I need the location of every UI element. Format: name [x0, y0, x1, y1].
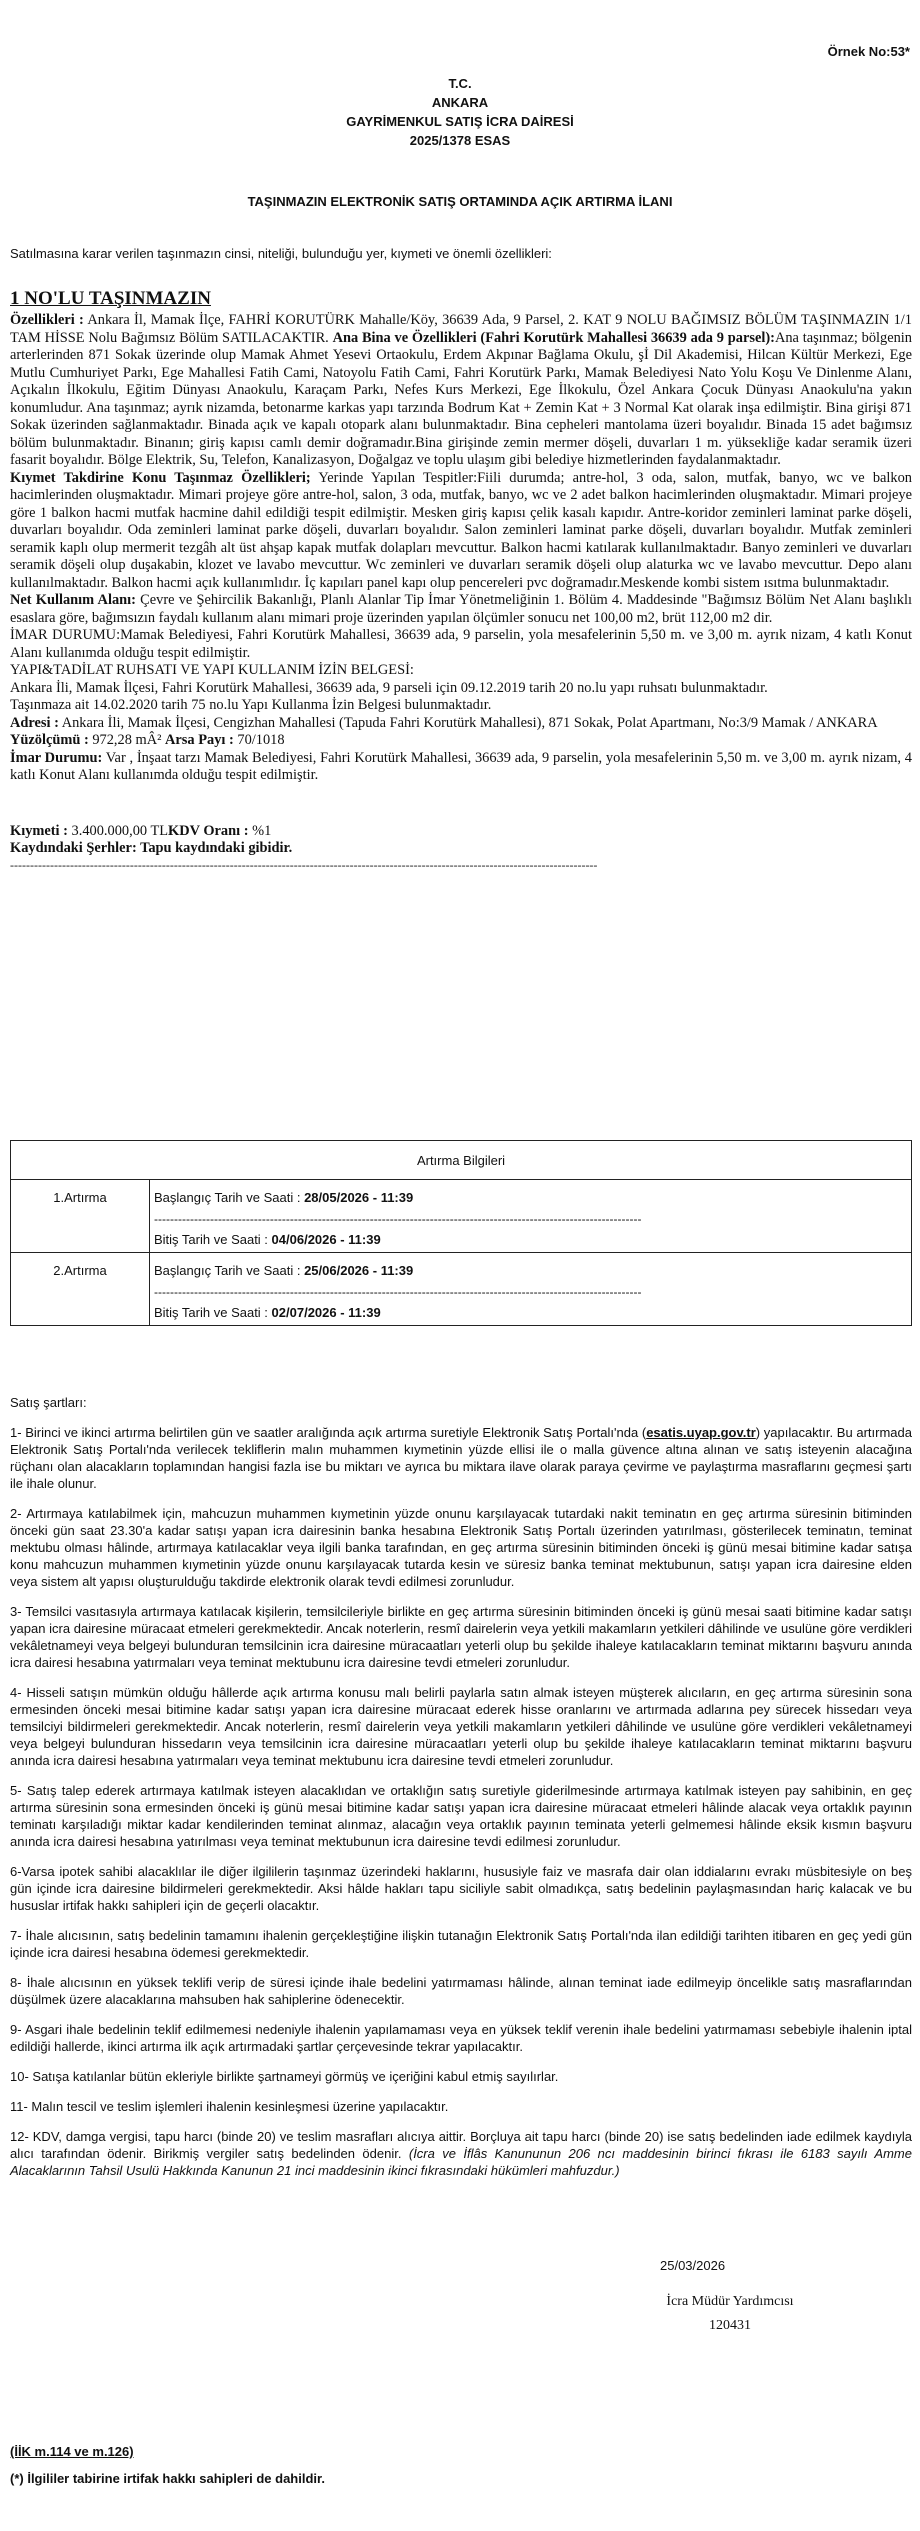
ilan-title: TAŞINMAZIN ELEKTRONİK SATIŞ ORTAMINDA AÇIK ARTIRMA İLANI	[247, 194, 673, 209]
arsa-payi-value: 70/1018	[233, 732, 285, 748]
kiymet-takdir-text: Yerinde Yapılan Tespitler:Fiili durumda; antre-hol, 3 oda, salon, mutfak, banyo, wc ve balkon hacimlerinden oluşmaktadır. Mimari projeye göre antre-hol, salon, 3 oda, mutfak, banyo, wc ve 2 adet balkon hacimlerinden oluşmaktadır. Mimari projeye göre 1 balkon hacmi mutfak hacmine dahil edildiği tespit edilmiştir. Mesken giriş kapısı çelik kasalı kapıdır. Antre-koridor zeminleri laminat parke döşeli, duvarları boyalıdır. Oda zeminleri laminat parke döşeli, duvarları boyalıdır. Salon zeminleri laminat parke döşeli, duvarları boyalıdır. Mutfak zeminleri seramik kaplı olup mermerit tezgâh alt üst ahşap kapak mutfak dolapları mevcuttur. Balkon hacmi katılarak kullanılmaktadır. Banyo zeminleri ve duvarları seramik döşeli olup duşakabin, klozet ve lavabo mevcuttur. Wc zeminleri ve duvarları seramik döşeli olup alaturka wc ve lavabo mevcuttur. Depo alanı kullanılmaktadır. Balkon hacmi açık kullanımlıdır. İç kapıları panel kapı olup pencereleri pvc doğramadır.Meskende kombi sistem ısıtma bulunmaktadır.	[10, 469, 912, 591]
section-divider: ---------------------------------------------------------------------------------------------------------------------------------------------------	[10, 857, 598, 872]
kiymet-paragraph	[10, 823, 912, 841]
sart-item-2: 2- Artırmaya katılabilmek için, mahcuzun muhammen kıymetinin yüzde onunu karşılayacak tutardaki nakit teminatın en geç artırma süresinin bitiminden önceki gün saat 23.30'a kadar satışı yapan icra dairesinin banka hesabına Elektronik Satış Portalı üzerinden yatırılması, gösterilecek teminatın, teminat mektubu olması hâlinde, artırmaya katılacaklar veya ilgili banka tarafından, en geç artırma süresinin bitiminden önceki iş günü mesai bitimine kadar satışa konu mahcuzun muhammen kıymetinin yüzde onunu karşılayacak tutarda kesin ve süresiz banka teminat mektubunun, satışı yapan icra dairesine elden veya sistem alt yapısı oluşturulduğu takdirde elektronik olarak tevdi edilmesi zorunludur.	[10, 1506, 912, 1589]
tasinmaz-heading: 1 NO'LU TAŞINMAZIN	[10, 288, 211, 309]
sart-item-12	[10, 2128, 912, 2179]
imar-paragraph	[10, 750, 912, 785]
sart-item-4: 4- Hisseli satışın mümkün olduğu hâllerde açık artırma konusu malı belirli paylarla satın almak isteyen müşterek alıcıların, en geç artırma süresinin sona ermesinden önceki mesai bitimine kadar satışı yapan icra dairesine müracaat ederek hisse oranlarını ve artırmada adlarına pey sürecek hissedarı veya temsilciyi bildirmeleri gerekmektedir. Ancak noterlerin, resmî dairelerin veya yetkili makamların yetkileri dâhilinde ve usulüne göre verdikleri vekâletnameyi veya belgeyi bulunduran hissedarın veya temsilcinin icra dairesine müracaatları yeterli olup bu şekilde ihaleye katılacakların teminat miktarını başvuru anında icra dairesi hesabına yatırmaları veya teminat mektubunu icra dairesine tevdi etmeleri zorunludur.	[10, 1685, 912, 1768]
footer-note: (*) İlgililer tabirine irtifak hakkı sahipleri de dahildir.	[10, 2471, 325, 2486]
end-label: Bitiş Tarih ve Saati :	[154, 1232, 268, 1247]
yuzolcumu-label: Yüzölçümü :	[10, 732, 89, 748]
esatis-link[interactable]: esatis.uyap.gov.tr	[646, 1425, 756, 1440]
kiymet-takdir-label: Kıymet Takdirine Konu Taşınmaz Özellikleri;	[10, 469, 311, 486]
net-kullanim-label: Net Kullanım Alanı:	[10, 592, 136, 608]
signature-number: 120431	[709, 2318, 751, 2333]
end-value: 02/07/2026 - 11:39	[271, 1305, 381, 1320]
sart-italic-note: (İcra ve İflâs Kanununun 206 ncı maddesinin birinci fıkrası ile 6183 sayılı Amme Alacaklarının Tahsil Usulü Hakkında Kanunun 21 inci maddesinin ikinci fıkrasındaki hükümleri mahfuzdur.)	[10, 2146, 912, 2178]
start-label: Başlangıç Tarih ve Saati :	[154, 1263, 301, 1278]
start-label: Başlangıç Tarih ve Saati :	[154, 1190, 301, 1205]
artirma-row	[11, 1253, 912, 1326]
start-value: 25/06/2026 - 11:39	[304, 1263, 414, 1278]
serhler-label: Kaydındaki Şerhler:	[10, 840, 137, 856]
sart-item-8: 8- İhale alıcısının en yüksek teklifi verip de süresi içinde ihale bedelini yatırmaması hâlinde, alınan teminat iade edilmeyip öncelikle satış masraflarından düşülmek üzere alacaklarına mahsuben hak sahiplerine ödenecektir.	[10, 1975, 912, 2007]
tasinmaz-section	[10, 288, 912, 872]
kiymet-label: Kıymeti :	[10, 822, 68, 839]
adres-paragraph	[10, 715, 912, 733]
imar-label: İmar Durumu:	[10, 749, 103, 766]
sartlar-title: Satış şartları:	[10, 1395, 87, 1410]
net-kullanim-paragraph	[10, 592, 912, 627]
document-header	[0, 74, 920, 150]
artirma-row	[11, 1180, 912, 1253]
artirma-dates	[150, 1180, 912, 1253]
imar-durumu-paragraph: İMAR DURUMU:Mamak Belediyesi, Fahri Korutürk Mahallesi, 36639 ada, 9 parselin, yola mesafelerinin 5,50 m. ve 3,00 m. ayrık nizam, 4 katlı Konut Alanı kullanımda olduğu tespit edilmiştir.	[10, 627, 912, 661]
artirma-table-title: Artırma Bilgileri	[11, 1141, 912, 1180]
ozellikler-label: Özellikleri :	[10, 312, 84, 328]
header-office: GAYRİMENKUL SATIŞ İCRA DAİRESİ	[346, 114, 574, 129]
sart-item-3: 3- Temsilci vasıtasıyla artırmaya katılacak kişilerin, temsilcileriyle birlikte en geç artırma süresinin bitiminden önceki iş günü mesai saati bitimine kadar satışı yapan icra dairesine müracaat etmeleri gerekmektedir. Ancak noterlerin, resmî dairelerin veya yetkili makamların yetkileri dâhilinde ve usulüne göre verdikleri vekâletnameyi veya belgeyi bulunduran temsilcinin icra dairesine müracaatları yeterli olup bu şekilde ihaleye katılacakların teminat miktarını başvuru anında icra dairesi hesabına yatırmaları veya teminat mektubunu icra dairesine tevdi etmeleri zorunludur.	[10, 1604, 912, 1670]
yuzolcumu-paragraph	[10, 732, 912, 750]
artirma-no: 1.Artırma	[11, 1180, 150, 1253]
sart-text: 1- Birinci ve ikinci artırma belirtilen gün ve saatler aralığında açık artırma suretiyle Elektronik Satış Portalı'nda (	[10, 1425, 647, 1440]
end-label: Bitiş Tarih ve Saati :	[154, 1305, 268, 1320]
net-kullanim-text: Çevre ve Şehircilik Bakanlığı, Planlı Alanlar Tip İmar Yönetmeliğinin 1. Bölüm 4. Maddesinde "Bağımsız Bölüm Net Alanı başlıklı esaslara göre, bağımsızın faydalı kullanım alanı mimari proje üzerinden yapılan ölçümler sonucu net 100,00 m2, brüt 112,00 m2 dir.	[10, 592, 912, 626]
header-tc: T.C.	[448, 76, 472, 91]
header-esas: 2025/1378 ESAS	[409, 133, 511, 148]
end-value: 04/06/2026 - 11:39	[271, 1232, 381, 1247]
adres-label: Adresi :	[10, 714, 59, 731]
date-separator: --------------------------------------------------------------------------------------------------------------------------	[154, 1285, 642, 1299]
ozellikler-paragraph	[10, 312, 912, 470]
artirma-dates	[150, 1253, 912, 1326]
date-separator: --------------------------------------------------------------------------------------------------------------------------	[154, 1212, 642, 1226]
signature-block	[640, 2290, 820, 2338]
yapi-ruhsat-text-2: Taşınmaza ait 14.02.2020 tarih 75 no.lu Yapı Kullanma İzin Belgesi bulunmaktadır.	[10, 697, 492, 713]
artirma-no: 2.Artırma	[11, 1253, 150, 1326]
arsa-payi-label: Arsa Payı :	[165, 732, 234, 748]
signature-date: 25/03/2026	[660, 2258, 726, 2273]
ozellikler-text: Ankara İl, Mamak İlçe, FAHRİ KORUTÜRK Mahalle/Köy, 36639 Ada, 9 Parsel, 2. KAT 9 NOLU BAĞIMSIZ BÖLÜM TAŞINMAZIN 1/1 TAM HİSSE Nolu Bağımsız Bölüm SATILACAKTIR.	[10, 312, 913, 346]
intro-text: Satılmasına karar verilen taşınmazın cinsi, niteliği, bulunduğu yer, kıymeti ve önemli özellikleri:	[10, 246, 552, 261]
sart-item-1	[10, 1424, 912, 1492]
sart-item-10: 10- Satışa katılanlar bütün ekleriyle birlikte şartnameyi görmüş ve içeriğini kabul etmiş sayılırlar.	[10, 2069, 559, 2084]
serhler-value: Tapu kaydındaki gibidir.	[136, 840, 293, 856]
sart-item-6: 6-Varsa ipotek sahibi alacaklılar ile diğer ilgililerin taşınmaz üzerindeki haklarını, hususiyle faiz ve masrafa dair olan iddialarını evrakı müsbitesiyle on beş gün içinde icra dairesine bildirmeleri gerekmektedir. Aksi hâlde hakları tapu siciliyle sabit olmadıkça, satış bedelinin paylaşmasından hariç kalacak ve bu hususlar irtifak hakkı sahipleri için de geçerli olacaktır.	[10, 1864, 912, 1913]
imar-text: Var , İnşaat tarzı Mamak Belediyesi, Fahri Korutürk Mahallesi, 36639 ada, 9 parselin, yola mesafelerinin 5,50 m. ve 3,00 m. ayrık nizam, 4 katlı Konut Alanı kullanımda olduğu tespit edilmiştir.	[10, 749, 912, 783]
start-value: 28/05/2026 - 11:39	[304, 1190, 414, 1205]
adres-text: Ankara İli, Mamak İlçesi, Cengizhan Mahallesi (Tapuda Fahri Korutürk Mahallesi), 871 Sokak, Polat Apartmanı, No:3/9 Mamak / ANKARA	[58, 714, 878, 731]
yapi-ruhsat-text-1: Ankara İli, Mamak İlçesi, Fahri Korutürk Mahallesi, 36639 ada, 9 parseli için 09.12.2019 tarih 20 no.lu yapı ruhsatı bulunmaktadır.	[10, 679, 768, 696]
yapi-ruhsat-title: YAPI&TADİLAT RUHSATI VE YAPI KULLANIM İZİN BELGESİ:	[10, 662, 414, 678]
kdv-label: KDV Oranı :	[168, 822, 249, 839]
header-city: ANKARA	[431, 95, 489, 110]
signature-title: İcra Müdür Yardımcısı	[666, 2294, 794, 2309]
sart-item-9: 9- Asgari ihale bedelinin teklif edilmemesi nedeniyle ihalenin yapılamaması veya en yüksek teklif verenin ihale bedelini yatırmaması sebebiyle ihalenin iptal edildiği hallerde, ikinci artırma ilk açık artırmadaki şartlar çerçevesinde tekrar yapılacaktır.	[10, 2022, 912, 2054]
sart-text: 12- KDV, damga vergisi, tapu harcı (binde 20) ve teslim masrafları alıcıya aittir. Borçluya ait tapu harcı (binde 20) ise satış bedelinden iade edilmek kaydıyla alıcı tarafından ödenir. Birikmiş vergiler satış bedelinden ödenir.	[10, 2129, 912, 2161]
sart-item-5: 5- Satış talep ederek artırmaya katılmak isteyen alacaklıdan ve ortaklığın satış suretiyle giderilmesinde artırmaya katılmak isteyen pay sahibinin, en geç artırma süresinin sona ermesinden önceki iş günü mesai bitimine kadar satışı yapan icra dairesine müracaat etmeleri hâlinde alacak veya ortaklık payının teminatı karşıladığı miktar kadar kendilerinden teminat alınmaz, alacağın veya ortaklık payının teminata yeterli gelmemesi hâlinde eksik kısmın başvuru anında icra dairesi hesabına yatırılması veya teminat mektubunun icra dairesine tevdi edilmesi zorunludur.	[10, 1783, 912, 1849]
kiymet-value: 3.400.000,00 TL	[67, 822, 169, 839]
kdv-value: %1	[248, 822, 272, 839]
serhler-paragraph	[10, 840, 912, 858]
kiymet-takdir-paragraph	[10, 470, 912, 593]
sart-item-11: 11- Malın tescil ve teslim işlemleri ihalenin kesinleşmesi üzerine yapılacaktır.	[10, 2099, 449, 2114]
ana-bina-text: Ana taşınmaz; bölgenin arterlerinden 871 Sokak üzerinde olup Mamak Ahmet Yesevi Ortaokulu, Erdem Akpınar Bağlama Okulu, şİ Dil Akademisi, Hilcan Kültür Merkezi, Ege Mutlu Cumhuriyet Parkı, Ege Mahallesi Fatih Cami, Natoyolu Fatih Cami, Fahri Korutürk Parkı, Mamak Belediyesi Nato Yolu Koşu Ve Dinlenme Alanı, Açıkalın İlkokulu, Eğitim Dünyası Anaokulu, Karaçam Parkı, Nefes Kurs Merkezi, Ege İlkokulu, Özel Ankara Çocuk Dünyası Anaokulu'na yakın konumludur. Ana taşınmaz; ayrık nizamda, betonarme karkas yapı tarzında Bodrum Kat + Zemin Kat + 3 Normal Kat olarak inşa edilmiştir. Bina girişi 871 Sokak üzerinden sağlanmaktadır. Binada açık ve kapalı otopark alanı bulunmaktadır. Bina cepheleri mantolama üzeri boyalıdır. Binada 15 adet bağımsız bölüm bulunmaktadır. Binanın; giriş kapısı camlı demir doğramadır.Bina girişinde zemin mermer döşeli, duvarları 1 m. yüksekliğe kadar seramik üzeri fasarit boyalıdır. Bölge Elektrik, Su, Telefon, Kanalizasyon, Doğalgaz ve toplu ulaşım gibi belediye hizmetlerinden faydalanmaktadır.	[10, 329, 912, 468]
ornek-no: Örnek No:53*	[827, 44, 910, 59]
ana-bina-label: Ana Bina ve Özellikleri (Fahri Korutürk Mahallesi 36639 ada 9 parsel):	[332, 329, 775, 346]
artirma-table	[10, 1140, 912, 1326]
yuzolcumu-value: 972,28 mÂ²	[88, 732, 166, 748]
sart-text: ) yapılacaktır. Bu artırmada Elektronik Satış Portalı'nda verilecek tekliflerin malın muhammen kıymetinin yüzde ellisi ile o malla güvence altına alınan ve satış isteyenin alacağına rüçhanı olan alacakların toplamından hangisi fazla ise bu miktarı ve ayrıca bu miktara ilave olarak paraya çevirme ve paylaştırma masraflarını geçmesi şartı ile ihale olunur.	[10, 1425, 912, 1491]
law-reference: (İİK m.114 ve m.126)	[10, 2444, 134, 2459]
satis-sartlari	[10, 1394, 912, 2192]
sart-item-7: 7- İhale alıcısının, satış bedelinin tamamını ihalenin gerçekleştiğine ilişkin tutanağın Elektronik Satış Portalı'nda ilan edildiği tarihten itibaren en geç yedi gün içinde icra dairesi hesabına ödemesi gerekmektedir.	[10, 1928, 912, 1960]
